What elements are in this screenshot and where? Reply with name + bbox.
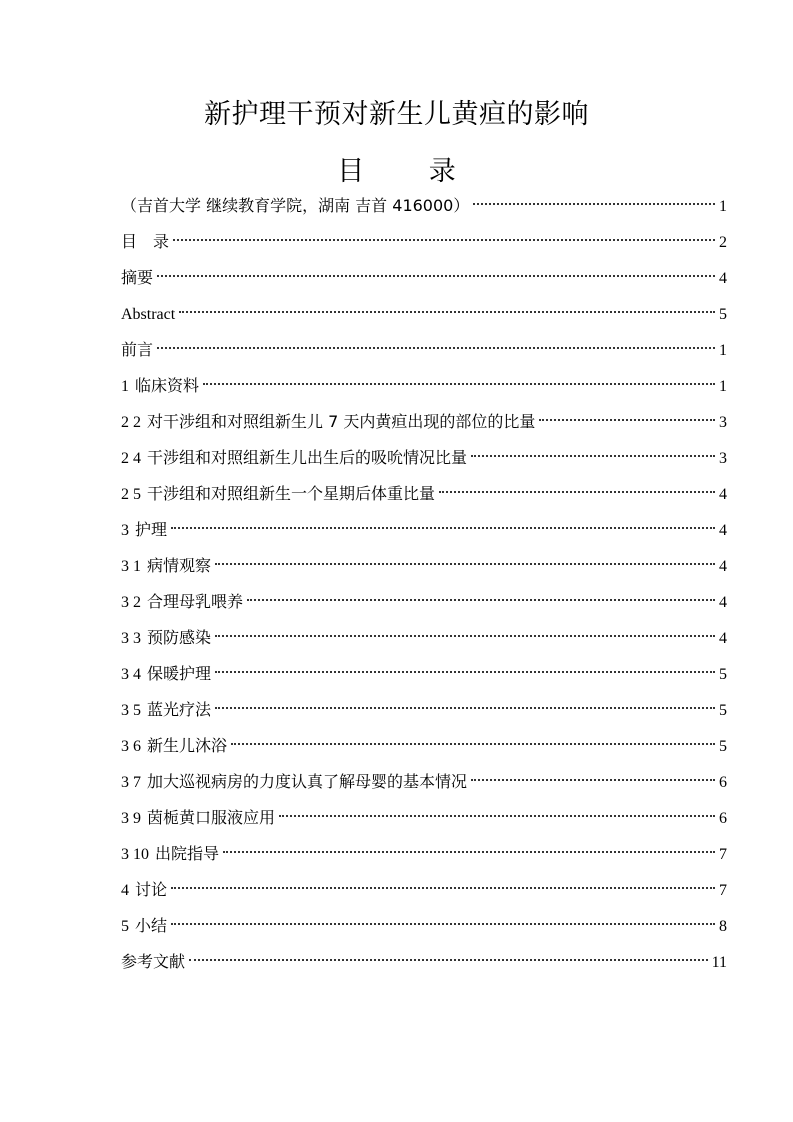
toc-entry-label: 目 录 <box>121 232 170 251</box>
dot-leader <box>189 959 708 961</box>
toc-entry-number: 2 4 <box>121 450 141 467</box>
dot-leader <box>215 707 715 709</box>
toc-entry[interactable] <box>121 692 727 728</box>
toc-entry[interactable] <box>121 764 727 800</box>
toc-entry-page: 1 <box>719 342 727 359</box>
toc-entry-number: 3 5 <box>121 702 141 719</box>
toc-entry[interactable] <box>121 584 727 620</box>
toc-entry-page: 4 <box>719 594 727 611</box>
toc-entry[interactable] <box>121 440 727 476</box>
document-title: 新护理干预对新生儿黄疸的影响 <box>204 99 589 130</box>
toc-entry[interactable] <box>121 944 727 980</box>
toc-entry-page: 7 <box>719 846 727 863</box>
toc-entry-number: 2 2 <box>121 414 141 431</box>
toc-entry-label: 讨论 <box>135 880 168 899</box>
dot-leader <box>223 851 715 853</box>
dot-leader <box>179 311 715 313</box>
toc-entry-label: 干涉组和对照组新生儿出生后的吸吮情况比量 <box>147 448 468 467</box>
dot-leader <box>171 887 715 889</box>
toc-entry-label: Abstract <box>121 306 176 323</box>
toc-entry-label: 茵栀黄口服液应用 <box>147 808 276 827</box>
toc-entry-label: 蓝光疗法 <box>147 700 212 719</box>
toc-entry[interactable] <box>121 404 727 440</box>
toc-entry-label: 护理 <box>135 520 168 539</box>
toc-entry-page: 6 <box>719 774 727 791</box>
toc-entry-number: 3 6 <box>121 738 141 755</box>
dot-leader <box>279 815 715 817</box>
toc-entry[interactable] <box>121 476 727 512</box>
dot-leader <box>215 635 715 637</box>
dot-leader <box>439 491 715 493</box>
toc-entry-number: 3 4 <box>121 666 141 683</box>
dot-leader <box>157 275 715 277</box>
toc-entry-number: 3 9 <box>121 810 141 827</box>
toc-entry-number: 3 2 <box>121 594 141 611</box>
toc-entry-number: 4 <box>121 882 129 899</box>
toc-entry-number: 5 <box>121 918 129 935</box>
toc-entry-page: 2 <box>719 234 727 251</box>
toc-entry[interactable] <box>121 836 727 872</box>
toc-entry[interactable] <box>121 188 727 224</box>
dot-leader <box>171 527 715 529</box>
toc-entry[interactable] <box>121 260 727 296</box>
toc-entry-label: 保暖护理 <box>147 664 212 683</box>
toc-entry[interactable] <box>121 296 727 332</box>
toc-heading: 目 录 <box>337 156 484 187</box>
toc-entry-page: 3 <box>719 414 727 431</box>
toc-entry-page: 11 <box>711 954 727 971</box>
toc-entry-page: 4 <box>719 486 727 503</box>
toc-entry-label: 摘要 <box>121 268 154 287</box>
toc-entry[interactable] <box>121 728 727 764</box>
dot-leader <box>231 743 715 745</box>
toc-entry-label: （吉首大学 继续教育学院，湖南 吉首 416000） <box>121 196 470 215</box>
toc-entry-page: 6 <box>719 810 727 827</box>
toc-entry-label: 干涉组和对照组新生一个星期后体重比量 <box>147 484 436 503</box>
dot-leader <box>473 203 715 205</box>
toc-entry-number: 3 7 <box>121 774 141 791</box>
toc-entry[interactable] <box>121 908 727 944</box>
toc-entry-page: 1 <box>719 378 727 395</box>
toc-entry-page: 4 <box>719 630 727 647</box>
toc-entry-number: 3 1 <box>121 558 141 575</box>
toc-entry-page: 5 <box>719 702 727 719</box>
dot-leader <box>471 455 715 457</box>
toc-entry-label: 小结 <box>135 916 168 935</box>
toc-entry-page: 5 <box>719 666 727 683</box>
toc-entry-page: 1 <box>719 198 727 215</box>
toc-entry-page: 5 <box>719 306 727 323</box>
toc-entry-page: 3 <box>719 450 727 467</box>
toc-entry-page: 7 <box>719 882 727 899</box>
toc-entry-label: 加大巡视病房的力度认真了解母婴的基本情况 <box>147 772 468 791</box>
toc-entry-page: 4 <box>719 522 727 539</box>
toc-entry[interactable] <box>121 368 727 404</box>
table-of-contents <box>121 188 727 980</box>
toc-entry-number: 3 <box>121 522 129 539</box>
dot-leader <box>215 671 715 673</box>
toc-entry-label: 前言 <box>121 340 154 359</box>
toc-entry-label: 临床资料 <box>135 376 200 395</box>
toc-entry[interactable] <box>121 620 727 656</box>
dot-leader <box>171 923 715 925</box>
toc-entry[interactable] <box>121 224 727 260</box>
toc-entry-page: 5 <box>719 738 727 755</box>
toc-entry-page: 4 <box>719 558 727 575</box>
toc-entry-label: 病情观察 <box>147 556 212 575</box>
dot-leader <box>157 347 715 349</box>
toc-entry-number: 1 <box>121 378 129 395</box>
toc-entry[interactable] <box>121 872 727 908</box>
toc-entry-label: 新生儿沐浴 <box>147 736 228 755</box>
toc-entry-label: 参考文献 <box>121 952 186 971</box>
dot-leader <box>203 383 715 385</box>
toc-entry-label: 出院指导 <box>155 844 220 863</box>
toc-entry[interactable] <box>121 332 727 368</box>
toc-entry-page: 8 <box>719 918 727 935</box>
dot-leader <box>471 779 715 781</box>
dot-leader <box>539 419 715 421</box>
toc-entry-label: 对干涉组和对照组新生儿 7 天内黄疸出现的部位的比量 <box>147 412 536 431</box>
toc-entry-number: 2 5 <box>121 486 141 503</box>
toc-entry-label: 合理母乳喂养 <box>147 592 244 611</box>
toc-entry-number: 3 3 <box>121 630 141 647</box>
toc-entry[interactable] <box>121 548 727 584</box>
toc-entry[interactable] <box>121 512 727 548</box>
dot-leader <box>215 563 715 565</box>
dot-leader <box>173 239 715 241</box>
toc-entry-number: 3 10 <box>121 846 149 863</box>
toc-entry[interactable] <box>121 800 727 836</box>
toc-entry[interactable] <box>121 656 727 692</box>
toc-entry-page: 4 <box>719 270 727 287</box>
dot-leader <box>247 599 715 601</box>
toc-entry-label: 预防感染 <box>147 628 212 647</box>
